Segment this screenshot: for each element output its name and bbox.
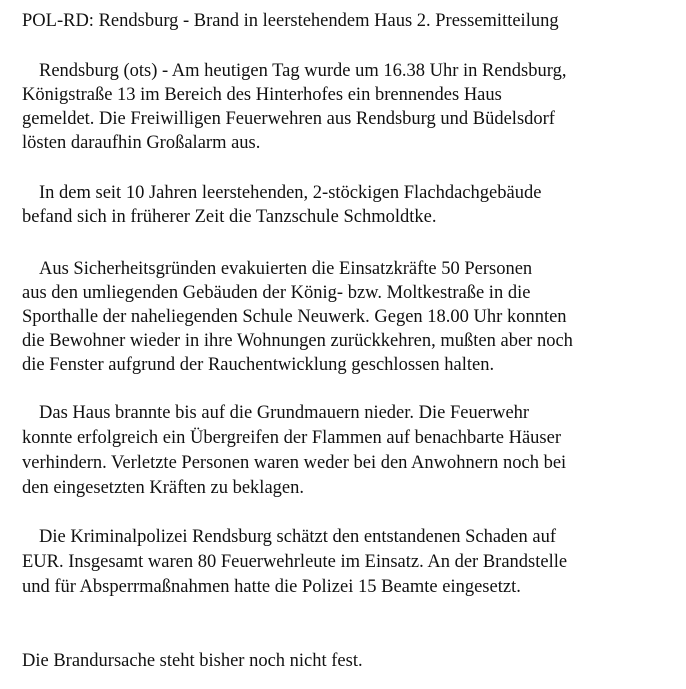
- paragraph-line: Königstraße 13 im Bereich des Hinterhofes ein brennendes Haus: [22, 85, 502, 105]
- paragraph-line: Sporthalle der naheliegenden Schule Neuwerk. Gegen 18.00 Uhr konnten: [22, 307, 567, 327]
- paragraph-line: In dem seit 10 Jahren leerstehenden, 2-stöckigen Flachdachgebäude: [39, 183, 542, 203]
- paragraph-line: Die Kriminalpolizei Rendsburg schätzt den entstandenen Schaden auf: [39, 527, 556, 547]
- paragraph-line: verhindern. Verletzte Personen waren weder bei den Anwohnern noch bei: [22, 453, 567, 473]
- paragraph-line: gemeldet. Die Freiwilligen Feuerwehren aus Rendsburg und Büdelsdorf: [22, 109, 555, 129]
- paragraph-line: EUR. Insgesamt waren 80 Feuerwehrleute im Einsatz. An der Brandstelle: [22, 552, 568, 572]
- document-title: POL-RD: Rendsburg - Brand in leerstehendem Haus 2. Pressemitteilung: [22, 11, 559, 31]
- paragraph-line: lösten daraufhin Großalarm aus.: [22, 133, 261, 153]
- paragraph-line: konnte erfolgreich ein Übergreifen der Flammen auf benachbarte Häuser: [22, 428, 562, 448]
- paragraph-line: und für Absperrmaßnahmen hatte die Polizei 15 Beamte eingesetzt.: [22, 577, 521, 597]
- paragraph-line: Das Haus brannte bis auf die Grundmauern nieder. Die Feuerwehr: [39, 403, 530, 423]
- closing-statement: Die Brandursache steht bisher noch nicht fest.: [22, 651, 363, 671]
- paragraph-line: die Bewohner wieder in ihre Wohnungen zurückkehren, mußten aber noch: [22, 331, 573, 351]
- paragraph-line: befand sich in früherer Zeit die Tanzschule Schmoldtke.: [22, 207, 437, 227]
- paragraph-line: Rendsburg (ots) - Am heutigen Tag wurde um 16.38 Uhr in Rendsburg,: [39, 61, 567, 81]
- paragraph-line: die Fenster aufgrund der Rauchentwicklung geschlossen halten.: [22, 355, 495, 375]
- paragraph-line: Aus Sicherheitsgründen evakuierten die Einsatzkräfte 50 Personen: [39, 259, 533, 279]
- paragraph-line: aus den umliegenden Gebäuden der König- bzw. Moltkestraße in die: [22, 283, 531, 303]
- paragraph-line: den eingesetzten Kräften zu beklagen.: [22, 478, 304, 498]
